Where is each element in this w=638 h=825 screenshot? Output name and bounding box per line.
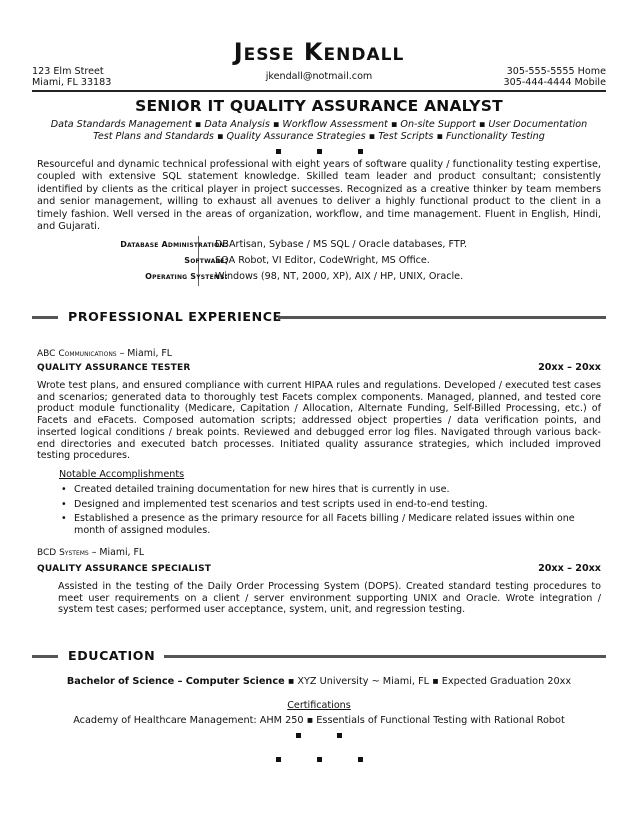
certifications-list: Academy of Healthcare Management: AHM 250 ▪ Essentials of Functional Testing with Rational Robot (73, 715, 565, 726)
ornament-dots-middle (0, 733, 638, 738)
address-line-2: Miami, FL 33183 (32, 77, 112, 88)
ornament-dot (358, 757, 363, 762)
job-2-company (37, 547, 144, 558)
section-title: EDUCATION (68, 648, 156, 663)
ornament-dot (337, 733, 342, 738)
heading-rule-left (32, 316, 58, 319)
heading-rule-right (164, 655, 606, 658)
accomplishment-text: Designed and implemented test scenarios and test scripts used in end-to-end testing. (74, 498, 488, 510)
email-address: jkendall@notmail.com (265, 71, 373, 82)
company-location: – Miami, FL (88, 547, 145, 558)
job-2-role: QUALITY ASSURANCE SPECIALIST (37, 564, 212, 574)
core-skills (0, 119, 638, 142)
professional-summary: Resourceful and dynamic technical professional with eight years of software quality / functionality testing expertise, coupled with extensive SQL statement knowledge. Skilled team leader and product consultant; consistently identified by clients as the critical player in project successes. Recognized as a creative thinker by team members and senior management, willing to exhaust all avenues to deliver a highly functional product to the client in a timely fashion. Well versed in the areas of organization, workflow, and time management. Fluent in English, Hindi, and Gujarati. (37, 159, 601, 233)
accomplishments-list (59, 484, 579, 537)
ornament-dot (276, 757, 281, 762)
job-1-role: QUALITY ASSURANCE TESTER (37, 363, 191, 373)
tech-value: SQA Robot, VI Editor, CodeWright, MS Office. (215, 255, 430, 266)
section-heading-education (32, 648, 606, 664)
tech-row-operating-systems (32, 270, 606, 285)
job-2-description: Assisted in the testing of the Daily Order Processing System (DOPS). Created standard testing procedures to meet user requirements on a client / server environment supporting UNIX and Oracle. Wrote integration / system test cases; performed user acceptance, system, unit, and regression testing. (58, 581, 601, 616)
heading-rule-right (278, 316, 606, 319)
candidate-name: Jesse Kendall (233, 38, 405, 66)
bullet-icon: • (61, 513, 67, 525)
phone-mobile: 305-444-4444 Mobile (503, 77, 606, 88)
section-heading-experience (32, 309, 606, 325)
degree-name: Bachelor of Science – Computer Science (66, 676, 285, 687)
address-line-1: 123 Elm Street (32, 66, 104, 77)
skills-line-2: Test Plans and Standards ▪ Quality Assurance Strategies ▪ Test Scripts ▪ Functionality Testing (93, 130, 545, 142)
ornament-dots-bottom (0, 757, 638, 762)
ornament-dot (296, 733, 301, 738)
certifications-heading: Certifications (287, 700, 351, 711)
job-1-description: Wrote test plans, and ensured compliance with current HIPAA rules and regulations. Developed / executed test cases and scenarios; generated data to thoroughly test Facets complex components. Managed, planned, and tested core product module functionality (Medicare, Capitation / Allocation, Alternate Funding, Self-Billed Processing, etc.) of Facets and eFacets. Composed automation scripts; addressed object properties / data verification points, and inserted logical conditions / break points. Reviewed and debugged error log files. Navigated through various back-end directories and executed batch processes. Initiated quality assurance strategies, which included improved testing procedures. (37, 380, 601, 462)
phone-home: 305-555-5555 Home (506, 66, 606, 77)
bullet-icon: • (61, 498, 67, 510)
list-item (59, 499, 579, 511)
tech-label: Operating Systems: (145, 272, 228, 281)
tech-value: DBArtisan, Sybase / MS SQL / Oracle databases, FTP. (215, 239, 468, 250)
heading-rule-left (32, 655, 58, 658)
skills-line-1: Data Standards Management ▪ Data Analysis ▪ Workflow Assessment ▪ On-site Support ▪ User Documentation (50, 119, 588, 130)
tech-row-software (32, 254, 606, 269)
job-2-dates: 20xx – 20xx (538, 563, 601, 574)
tech-row-database (32, 238, 606, 253)
company-name: BCD Systems (37, 548, 89, 558)
ornament-dot (358, 149, 363, 154)
accomplishment-text: Created detailed training documentation for new hires that is currently in use. (74, 484, 450, 495)
target-job-title: SENIOR IT QUALITY ASSURANCE ANALYST (135, 97, 503, 115)
header-divider (32, 90, 606, 92)
bullet-icon: • (61, 484, 67, 495)
list-item (59, 513, 579, 536)
degree-line (0, 676, 638, 687)
company-name: ABC Communications (37, 349, 117, 359)
job-1-company (37, 348, 172, 359)
accomplishment-text: Established a presence as the primary resource for all Facets billing / Medicare related issues within one month of assigned modules. (74, 513, 575, 537)
degree-details: ▪ XYZ University ~ Miami, FL ▪ Expected Graduation 20xx (284, 676, 572, 687)
tech-label: Database Administration: (120, 240, 228, 249)
phone-numbers (504, 66, 606, 88)
accomplishments-heading: Notable Accomplishments (59, 469, 185, 480)
ornament-dot (276, 149, 281, 154)
ornament-dots-top (0, 149, 638, 154)
ornament-dot (317, 149, 322, 154)
tech-label: Software: (184, 256, 228, 265)
company-location: – Miami, FL (116, 348, 173, 359)
section-title: PROFESSIONAL EXPERIENCE (68, 309, 282, 324)
ornament-dot (317, 757, 322, 762)
tech-value: Windows (98, NT, 2000, XP), AIX / HP, UNIX, Oracle. (215, 271, 464, 282)
list-item (59, 484, 579, 496)
job-1-dates: 20xx – 20xx (538, 362, 601, 373)
